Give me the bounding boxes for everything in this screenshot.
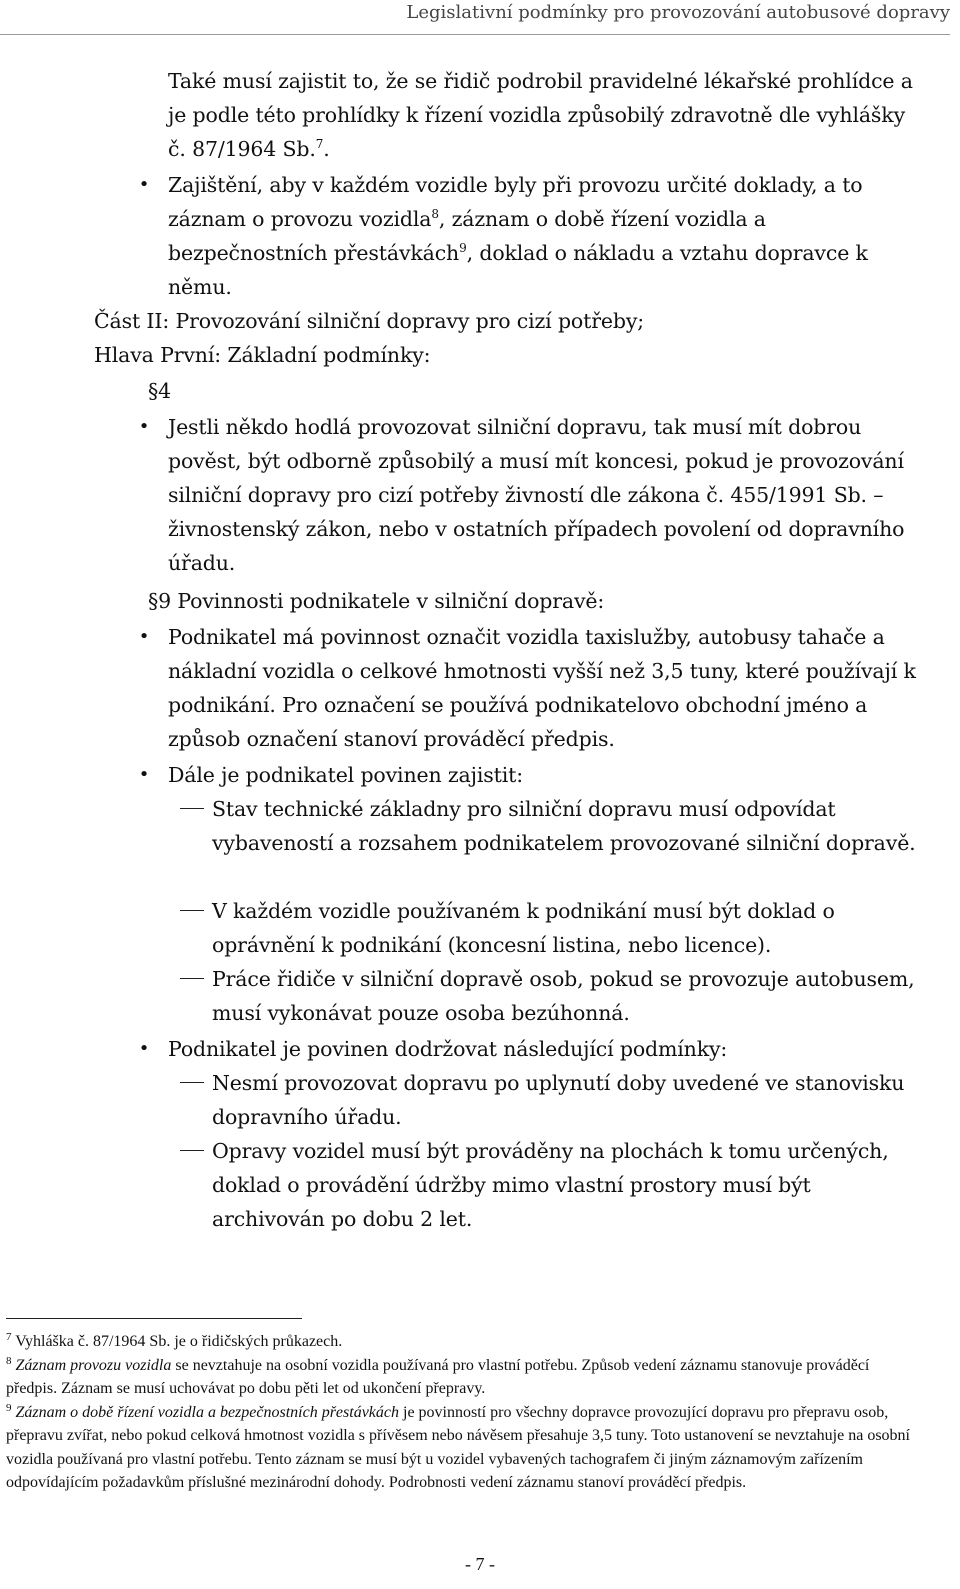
dash-marker [180,808,204,809]
footnote-ref-9[interactable]: 9 [459,241,467,255]
part-title: Část II: Provozování silniční dopravy pro cizí potřeby; [94,309,645,333]
running-header [0,0,950,35]
bullet-icon: • [138,626,150,647]
sub-list-item: Nesmí provozovat dopravu po uplynutí doby uvedené ve stanovisku dopravního úřadu. [0,1066,928,1134]
part-heading [0,304,944,372]
footnote-7: $^7$ Vyhláška č. 87/1964 Sb. je o řidičských průkazech. [6,1331,343,1350]
footnote-8: $^8$ Záznam provozu vozidla se nevztahuje na osobní vozidla používaná pro vlastní potřebu. Způsob vedení záznamu stanovuje prováděcí předpis. Záznam se musí uchovávat po dobu pěti let od ukončení přepravy. [6,1354,870,1397]
sub-list-item: V každém vozidle používaném k podnikání musí být doklad o oprávnění k podnikání (koncesní listina, nebo licence). [0,894,928,962]
dash-marker [180,1150,204,1151]
page-body [0,64,960,1236]
header-title: Legislativní podmínky pro provozování autobusové dopravy [406,2,950,23]
footnote-separator [6,1318,302,1319]
bullet-icon: • [138,416,150,437]
dash-marker [180,978,204,979]
list-item: • Podnikatel má povinnost označit vozidla taxislužby, autobusy tahače a nákladní vozidla o celkové hmotnosti vyšší než 3,5 tuny, které používají k podnikání. Pro označení se používá podnikatelovo obchodní jméno a způsob označení stanoví prováděcí předpis. [0,620,928,756]
page-number: - 7 - [465,1554,495,1574]
list-item: • Dále je podnikatel povinen zajistit: [0,758,928,792]
sub-list-item: Stav technické základny pro silniční dopravu musí odpovídat vybaveností a rozsahem podnikatelem provozované silniční dopravě. [0,792,928,894]
sub-list-item: Práce řidiče v silniční dopravě osob, pokud se provozuje autobusem, musí vykonávat pouze osoba bezúhonná. [0,962,928,1030]
footnote-ref-7[interactable]: 7 [315,137,324,151]
list-item: • Jestli někdo hodlá provozovat silniční dopravu, tak musí mít dobrou pověst, být odborně způsobilý a musí mít koncesi, pokud je provozování silniční dopravy pro cizí potřeby živností dle zákona č. 455/1991 Sb. – živnostenský zákon, nebo v ostatních případech povolení od dopravního úřadu. [0,410,928,582]
footnote-9: $^9$ Záznam o době řízení vozidla a bezpečnostních přestávkách je povinností pro všechny dopravce provozující dopravu pro přepravu osob, přepravu zvířat, nebo pokud celková hmotnost vozidla s přívěsem nebo návěsem přesahuje 3,5 tuny. Toto ustanovení se nevztahuje na osobní vozidla používaná pro vlastní potřebu. Tento záznam se musí být u vozidel vybavených tachografem či jiným záznamovým zařízením odpovídajícím požadavkům příslušné mezinárodní dohody. Podrobnosti vedení záznamu stanoví prováděcí předpis. [6,1401,910,1491]
dash-marker [180,910,204,911]
bullet-icon: • [138,1038,150,1059]
list-item: • Podnikatel je povinen dodržovat následující podmínky: [0,1032,928,1066]
dash-marker [180,1082,204,1083]
chapter-title: Hlava První: Základní podmínky: [94,343,431,367]
footnotes [6,1330,916,1495]
list-item: • Zajištění, aby v každém vozidle byly při provozu určité doklady, a to záznam o provozu vozidla$^8$, záznam o době řízení vozidla a bezpečnostních přestávkách$^9$, doklad o nákladu a vztahu dopravce k němu. [0,168,928,306]
sub-list-item: Opravy vozidel musí být prováděny na plochách k tomu určených, doklad o provádění údržby mimo vlastní prostory musí být archivován po dobu 2 let. [0,1134,928,1236]
section-9-title: §9 Povinnosti podnikatele v silniční dopravě: [148,589,605,613]
bullet-icon: • [138,174,150,195]
section-4-title: §4 [148,379,171,403]
intro-paragraph: Také musí zajistit to, že se řidič podrobil pravidelné lékařské prohlídce a je podle této prohlídky k řízení vozidla způsobilý zdravotně dle vyhlášky č. 87/1964 Sb.$^7$. [168,69,913,161]
footnote-ref-8[interactable]: 8 [431,207,439,221]
bullet-icon: • [138,764,150,785]
